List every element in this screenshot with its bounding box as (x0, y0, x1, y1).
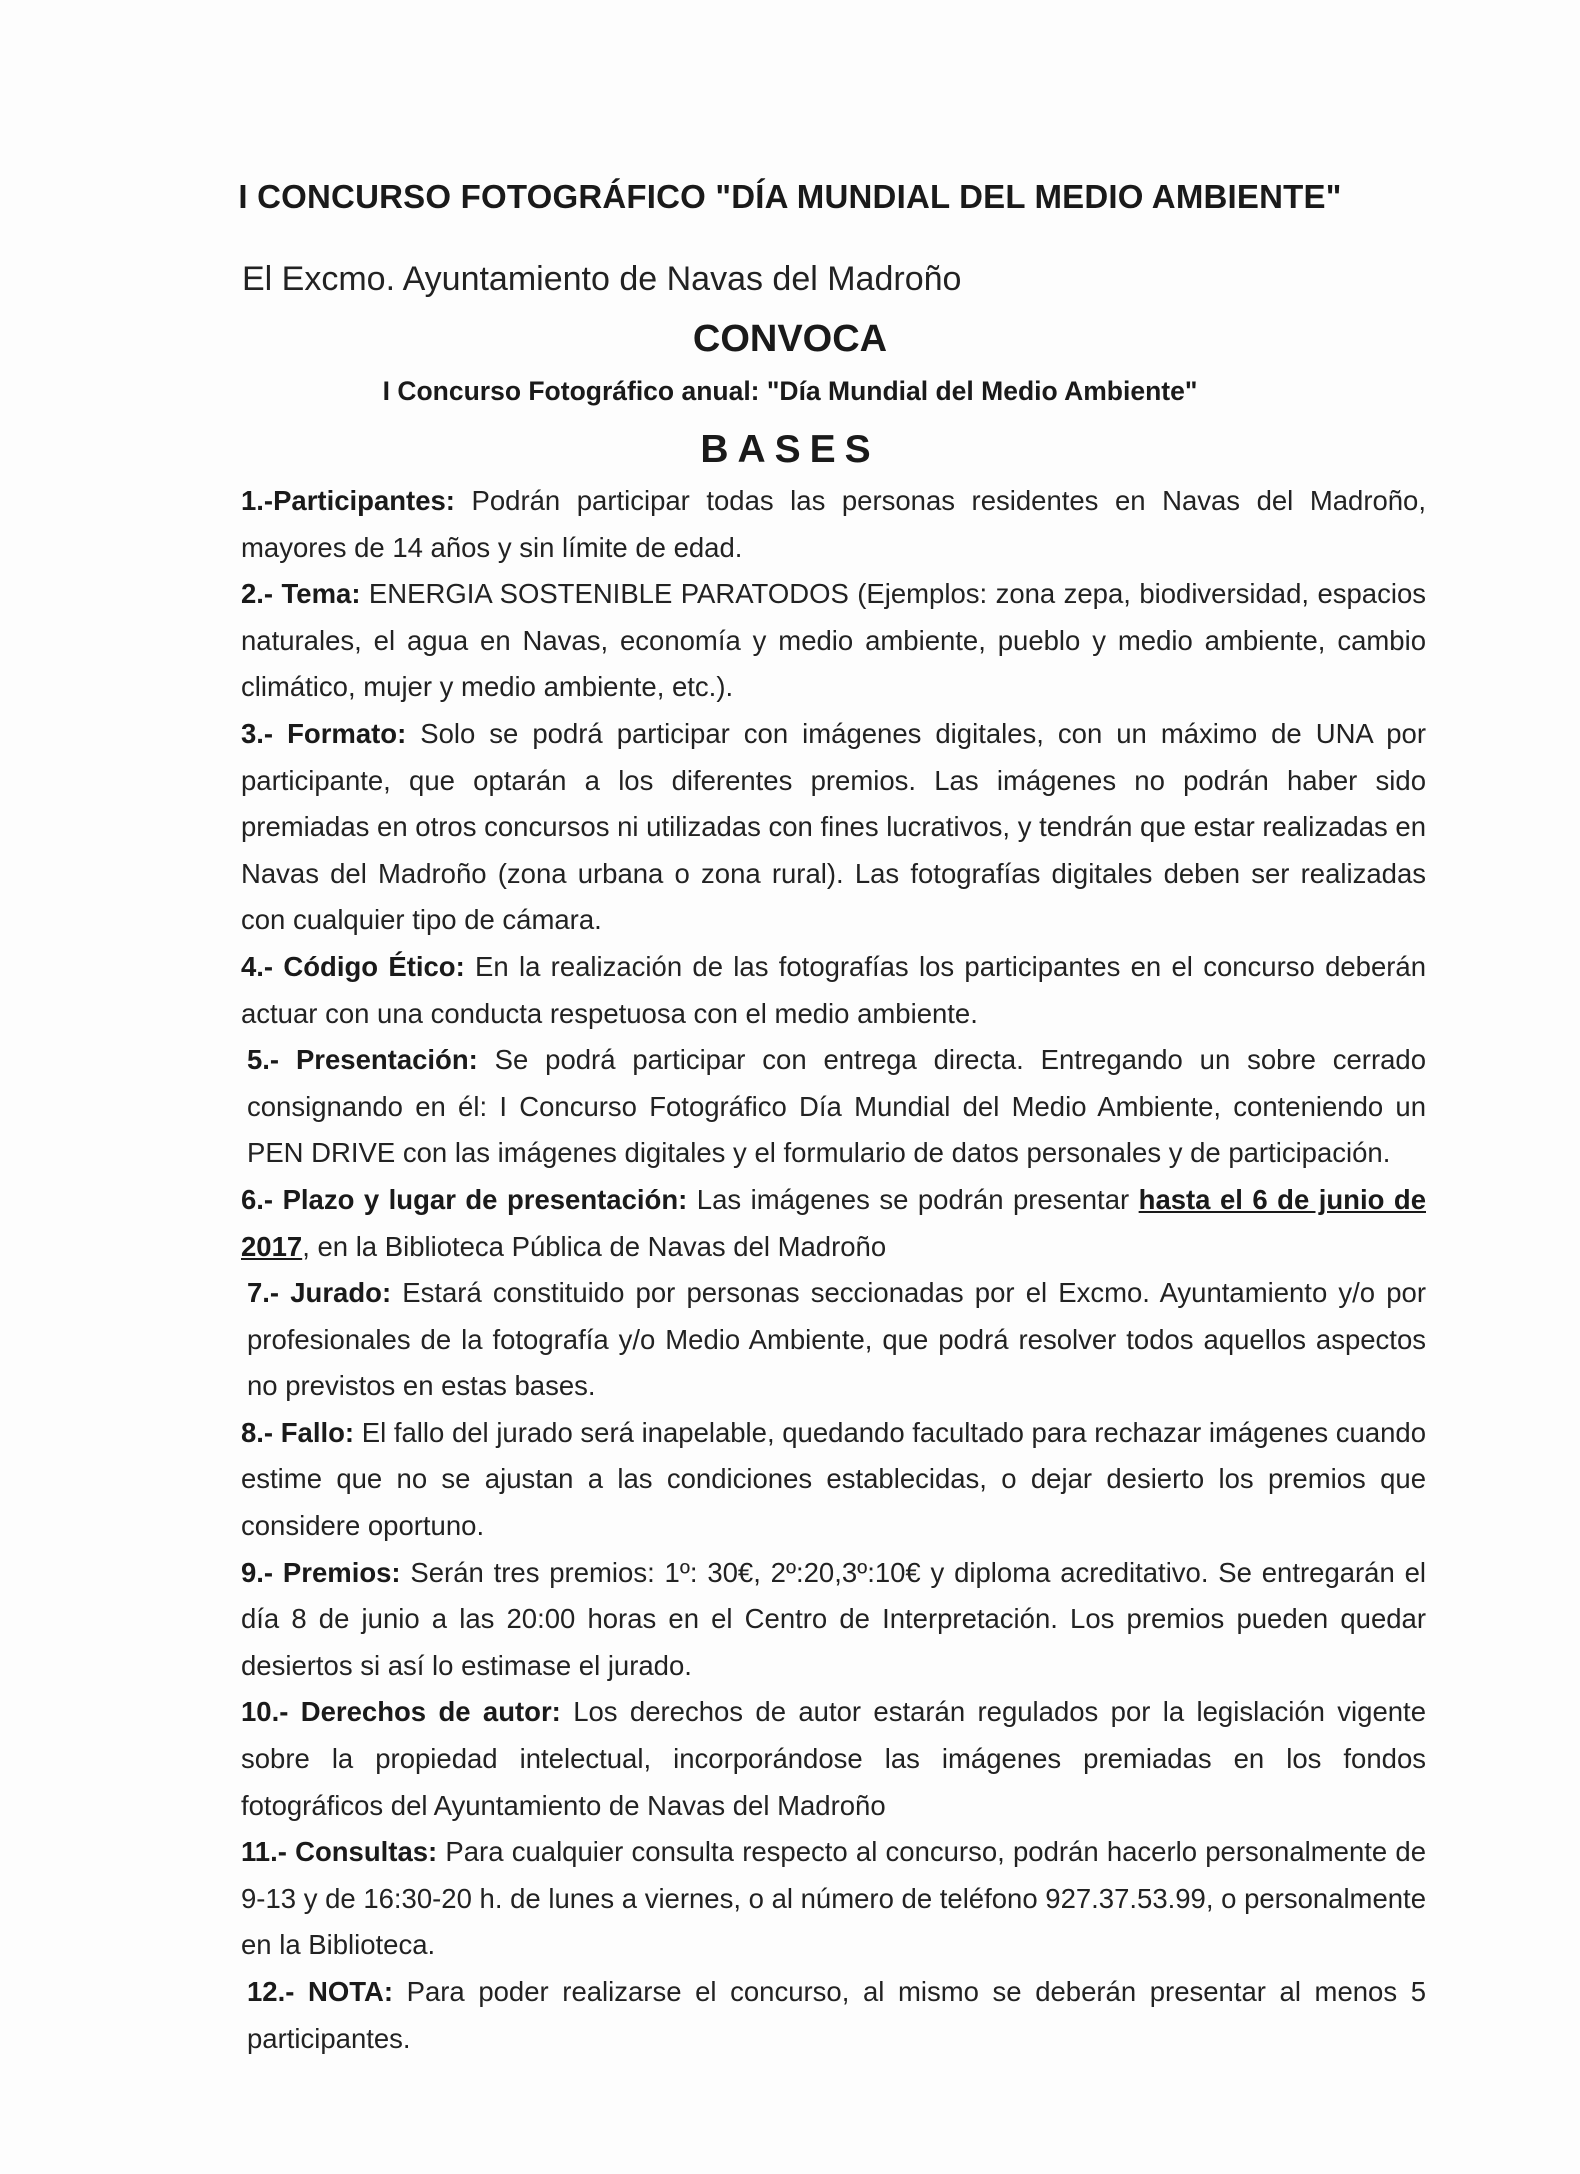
clause-participantes (241, 478, 1426, 571)
clause-plazo (241, 1177, 1426, 1270)
clause-text: Se podrá participar con entrega directa. Entregando un sobre cerrado consignando en él: I Concurso Fotográfico Día Mundial del Medio Ambiente, conteniendo un PEN DRIVE con las imágenes digitales y el formulario de datos personales y de participación. (247, 1044, 1426, 1169)
clause-text: Las imágenes se podrán presentar (687, 1183, 1139, 1215)
clause-heading: 8.- Fallo: (241, 1416, 355, 1448)
clause-heading: 6.- Plazo y lugar de presentación: (241, 1183, 688, 1215)
clause-derechos (241, 1689, 1426, 1829)
clause-heading: 12.- NOTA: (247, 1976, 394, 2007)
clause-heading: 3.- Formato: (241, 717, 407, 749)
clause-jurado (241, 1270, 1426, 1410)
clause-text: Solo se podrá participar con imágenes digitales, con un máximo de UNA por participante, que optarán a los diferentes premios. Las imágenes no podrán haber sido premiadas en otros concursos ni utilizadas con fines lucrativos, y tendrán que estar realizadas en Navas del Madroño (zona urbana o zona rural). Las fotografías digitales deben ser realizadas con cualquier tipo de cámara. (241, 717, 1427, 936)
clause-nota (241, 1969, 1426, 2062)
clause-heading: 10.- Derechos de autor: (241, 1696, 561, 1728)
clause-tema (241, 571, 1426, 711)
document-title: I CONCURSO FOTOGRÁFICO "DÍA MUNDIAL DEL MEDIO AMBIENTE" (238, 178, 1342, 215)
bases-heading: BASES (700, 428, 880, 471)
clause-fallo (241, 1410, 1426, 1550)
clause-text: Estará constituido por personas seccionadas por el Excmo. Ayuntamiento y/o por profesionales de la fotografía y/o Medio Ambiente, que podrá resolver todos aquellos aspectos no previstos en estas bases. (247, 1277, 1427, 1402)
clause-heading: 4.- Código Ético: (241, 950, 465, 982)
clause-heading: 9.- Premios: (241, 1556, 401, 1588)
clause-heading: 2.- Tema: (241, 578, 361, 610)
deadline-date: hasta el 6 de junio de 2017 (241, 1183, 1426, 1262)
clause-codigo-etico (241, 944, 1426, 1037)
clause-presentacion (241, 1037, 1426, 1177)
clause-formato (241, 711, 1426, 944)
clause-consultas (241, 1829, 1426, 1969)
clause-heading: 7.- Jurado: (247, 1277, 392, 1309)
issuer-line: El Excmo. Ayuntamiento de Navas del Madroño (242, 260, 962, 298)
clause-text: Podrán participar todas las personas residentes en Navas del Madroño, mayores de 14 años y sin límite de edad. (241, 485, 1426, 563)
clause-text: El fallo del jurado será inapelable, quedando facultado para rechazar imágenes cuando estime que no se ajustan a las condiciones establecidas, o dejar desierto los premios que considere oportuno. (241, 1416, 1427, 1542)
clauses-list (241, 478, 1426, 2062)
clause-text: En la realización de las fotografías los participantes en el concurso deberán actuar con una conducta respetuosa con el medio ambiente. (241, 950, 1426, 1029)
clause-text: Para poder realizarse el concurso, al mismo se deberán presentar al menos 5 participantes. (247, 1976, 1426, 2054)
clause-text: Serán tres premios: 1º: 30€, 2º:20,3º:10€ y diploma acreditativo. Se entregarán el día 8 de junio a las 20:00 horas en el Centro de Interpretación. Los premios pueden quedar desiertos si así lo estimase el jurado. (241, 1556, 1426, 1681)
clause-text: Para cualquier consulta respecto al concurso, podrán hacerlo personalmente de 9-13 y de 16:30-20 h. de lunes a viernes, o al número de teléfono 927.37.53.99, o personalmente en la Biblioteca. (241, 1836, 1426, 1961)
clause-text: Los derechos de autor estarán regulados por la legislación vigente sobre la propiedad intelectual, incorporándose las imágenes premiadas en los fondos fotográficos del Ayuntamiento de Navas del Madroño (241, 1696, 1426, 1821)
convoca-heading: CONVOCA (692, 318, 888, 360)
clause-text: ENERGIA SOSTENIBLE PARATODOS (Ejemplos: zona zepa, biodiversidad, espacios naturales, el agua en Navas, economía y medio ambiente, pueblo y medio ambiente, cambio climático, mujer y medio ambiente, etc.). (241, 578, 1426, 703)
clause-heading: 1.-Participantes: (241, 485, 455, 516)
clause-premios (241, 1550, 1426, 1690)
clause-text: , en la Biblioteca Pública de Navas del Madroño (302, 1230, 887, 1262)
contest-subtitle: I Concurso Fotográfico anual: "Día Mundial del Medio Ambiente" (382, 376, 1198, 406)
clause-heading: 5.- Presentación: (247, 1044, 478, 1076)
clause-heading: 11.- Consultas: (241, 1836, 438, 1868)
